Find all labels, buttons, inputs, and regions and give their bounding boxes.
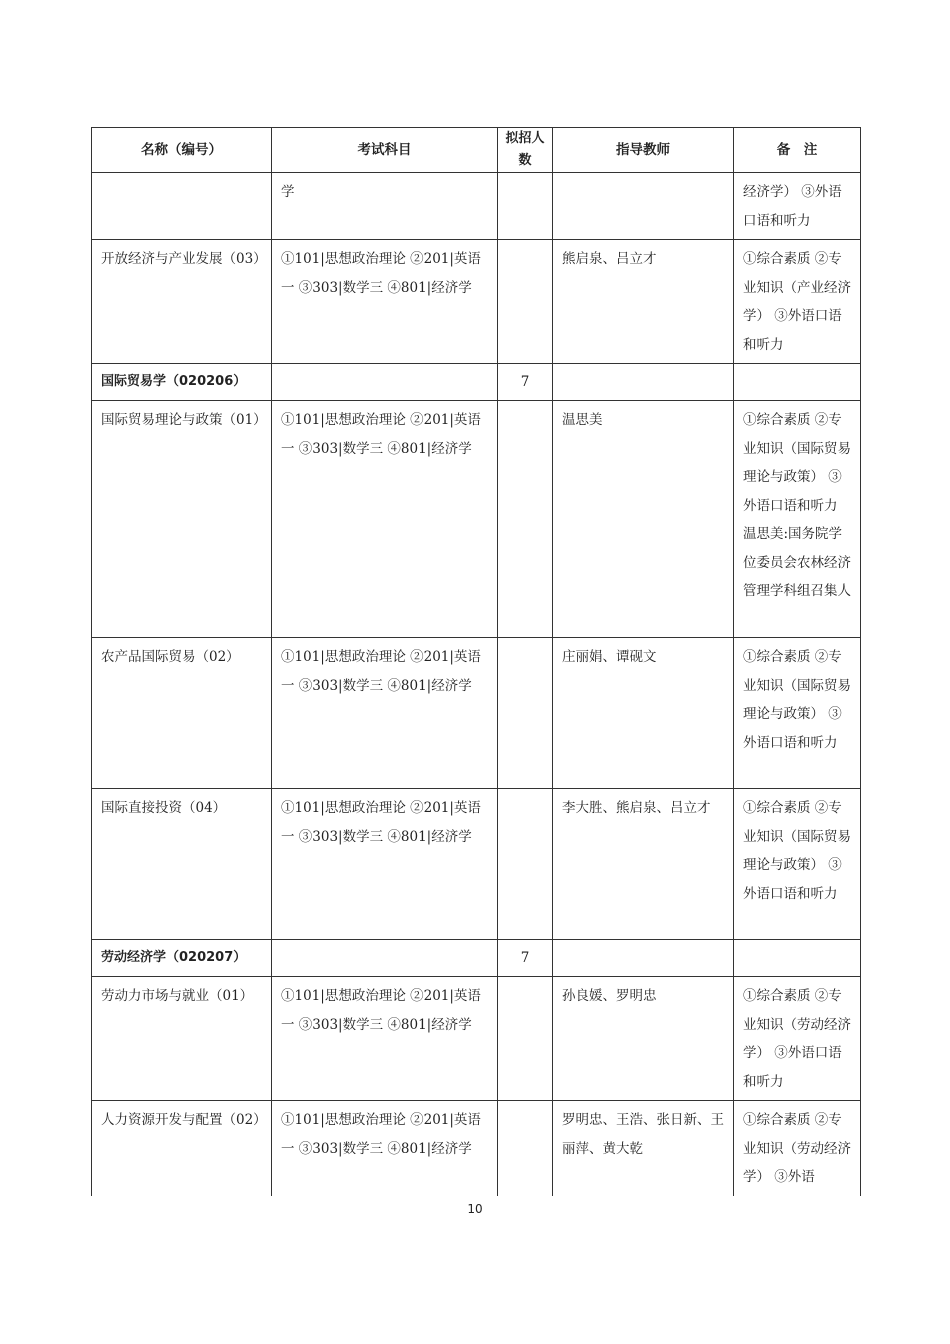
group-name: 国际贸易学（020206）: [92, 364, 272, 401]
row-name: [92, 173, 272, 240]
row-exam: ①101|思想政治理论 ②201|英语一 ③303|数学三 ④801|经济学: [272, 789, 498, 940]
row-teacher: 熊启泉、吕立才: [553, 240, 734, 364]
table-row: [92, 240, 861, 364]
row-exam: 学: [272, 173, 498, 240]
table-row: [92, 977, 861, 1101]
row-name: 农产品国际贸易（02）: [92, 638, 272, 789]
group-exam: [272, 940, 498, 977]
row-note: ①综合素质 ②专业知识（国际贸易理论与政策） ③外语口语和听力: [734, 789, 861, 940]
row-name: 开放经济与产业发展（03）: [92, 240, 272, 364]
program-table: [91, 127, 861, 1196]
row-teacher: 李大胜、熊启泉、吕立才: [553, 789, 734, 940]
row-exam: ①101|思想政治理论 ②201|英语一 ③303|数学三 ④801|经济学: [272, 240, 498, 364]
page-content: [91, 127, 860, 1196]
table-row: [92, 789, 861, 940]
header-name: 名称（编号）: [92, 128, 272, 173]
row-name: 人力资源开发与配置（02）: [92, 1101, 272, 1196]
group-teacher: [553, 940, 734, 977]
row-count: [498, 240, 553, 364]
row-note: ①综合素质 ②专业知识（劳动经济学） ③外语: [734, 1101, 861, 1196]
page-number: 10: [467, 1202, 483, 1216]
group-teacher: [553, 364, 734, 401]
row-exam: ①101|思想政治理论 ②201|英语一 ③303|数学三 ④801|经济学: [272, 401, 498, 638]
row-teacher: 庄丽娟、谭砚文: [553, 638, 734, 789]
row-note: ①综合素质 ②专业知识（国际贸易理论与政策） ③外语口语和听力 温思美:国务院学位委员会农林经济管理学科组召集人: [734, 401, 861, 638]
row-exam: ①101|思想政治理论 ②201|英语一 ③303|数学三 ④801|经济学: [272, 1101, 498, 1196]
row-count: [498, 173, 553, 240]
row-name: 劳动力市场与就业（01）: [92, 977, 272, 1101]
row-name: 国际贸易理论与政策（01）: [92, 401, 272, 638]
table-row: [92, 173, 861, 240]
row-name: 国际直接投资（04）: [92, 789, 272, 940]
row-count: [498, 977, 553, 1101]
table-row: [92, 1101, 861, 1196]
group-note: [734, 940, 861, 977]
group-exam: [272, 364, 498, 401]
row-note: ①综合素质 ②专业知识（劳动经济学） ③外语口语和听力: [734, 977, 861, 1101]
row-note: ①综合素质 ②专业知识（国际贸易理论与政策） ③外语口语和听力: [734, 638, 861, 789]
table-header-row: [92, 128, 861, 173]
row-exam: ①101|思想政治理论 ②201|英语一 ③303|数学三 ④801|经济学: [272, 638, 498, 789]
group-count: 7: [498, 940, 553, 977]
header-count: 拟招人数: [498, 128, 553, 173]
row-note: 经济学） ③外语口语和听力: [734, 173, 861, 240]
header-exam: 考试科目: [272, 128, 498, 173]
row-teacher: 温思美: [553, 401, 734, 638]
header-note: 备 注: [734, 128, 861, 173]
group-row: [92, 364, 861, 401]
row-count: [498, 789, 553, 940]
row-count: [498, 638, 553, 789]
row-teacher: 孙良媛、罗明忠: [553, 977, 734, 1101]
row-count: [498, 1101, 553, 1196]
row-note: ①综合素质 ②专业知识（产业经济学） ③外语口语和听力: [734, 240, 861, 364]
row-exam: ①101|思想政治理论 ②201|英语一 ③303|数学三 ④801|经济学: [272, 977, 498, 1101]
header-teacher: 指导教师: [553, 128, 734, 173]
group-note: [734, 364, 861, 401]
table-row: [92, 401, 861, 638]
group-name: 劳动经济学（020207）: [92, 940, 272, 977]
row-count: [498, 401, 553, 638]
group-count: 7: [498, 364, 553, 401]
row-teacher: 罗明忠、王浩、张日新、王丽萍、黄大乾: [553, 1101, 734, 1196]
row-teacher: [553, 173, 734, 240]
table-row: [92, 638, 861, 789]
group-row: [92, 940, 861, 977]
